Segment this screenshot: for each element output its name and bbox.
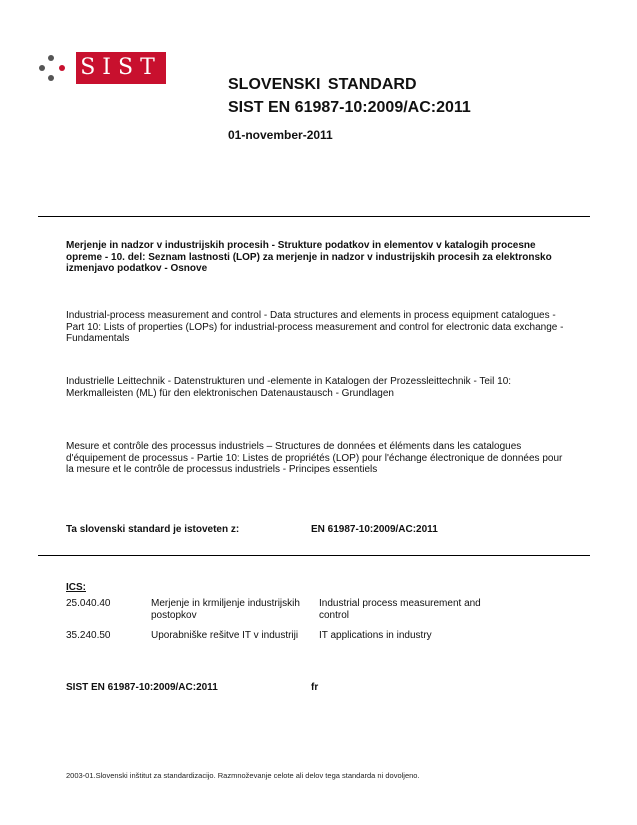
copyright-footer: 2003-01.Slovenski inštitut za standardizacijo. Razmnoževanje celote ali delov tega standarda ni dovoljeno.	[66, 771, 420, 780]
ics-description-en: Industrial process measurement and control	[319, 598, 481, 621]
identical-value: EN 61987-10:2009/AC:2011	[311, 524, 438, 535]
standard-code: SIST EN 61987-10:2009/AC:2011	[66, 682, 218, 693]
logo-dots-icon	[38, 52, 78, 84]
logo-wordmark: SIST	[76, 52, 166, 84]
ics-code: 35.240.50	[66, 630, 111, 641]
identical-label: Ta slovenski standard je istoveten z:	[66, 524, 240, 535]
ics-code: 25.040.40	[66, 598, 111, 609]
middle-divider	[38, 555, 590, 556]
ics-label: ICS:	[66, 582, 86, 593]
ics-description-sl: Uporabniške rešitve IT v industriji	[151, 630, 299, 641]
title-german: Industrielle Leittechnik - Datenstrukturen und -elemente in Katalogen der Prozessleittechnik - Teil 10: Merkmalleisten (ML) für den elektronischen Datenaustausch - Grundlagen	[66, 376, 512, 399]
header-title: SLOVENSKI STANDARD	[228, 76, 417, 93]
ics-description-sl: Merjenje in krmiljenje industrijskih postopkov	[151, 598, 300, 621]
header-date: 01-november-2011	[228, 128, 333, 142]
ics-description-en: IT applications in industry	[319, 630, 432, 641]
header-standard-code: SIST EN 61987-10:2009/AC:2011	[228, 99, 471, 116]
standard-language: fr	[311, 682, 319, 693]
title-english: Industrial-process measurement and control - Data structures and elements in process equipment catalogues - Part 10: Lists of properties (LOPs) for industrial-process measurement and control for electronic data exchange - Fundamentals	[66, 310, 564, 344]
title-slovenian: Merjenje in nadzor v industrijskih procesih - Strukture podatkov in elementov v katalogih procesne opreme - 10. del: Seznam lastnosti (LOP) za merjenje in nadzor v industrijskih procesih za elektronsko izmenjavo podatkov - Osnove	[66, 240, 552, 274]
title-french: Mesure et contrôle des processus industriels – Structures de données et éléments dans les catalogues d'équipement de processus - Partie 10: Listes de propriétés (LOP) pour l'échange électronique de données pour la mesure et le contrôle de processus industriels - Principes essentiels	[66, 441, 563, 475]
top-divider	[38, 216, 590, 217]
